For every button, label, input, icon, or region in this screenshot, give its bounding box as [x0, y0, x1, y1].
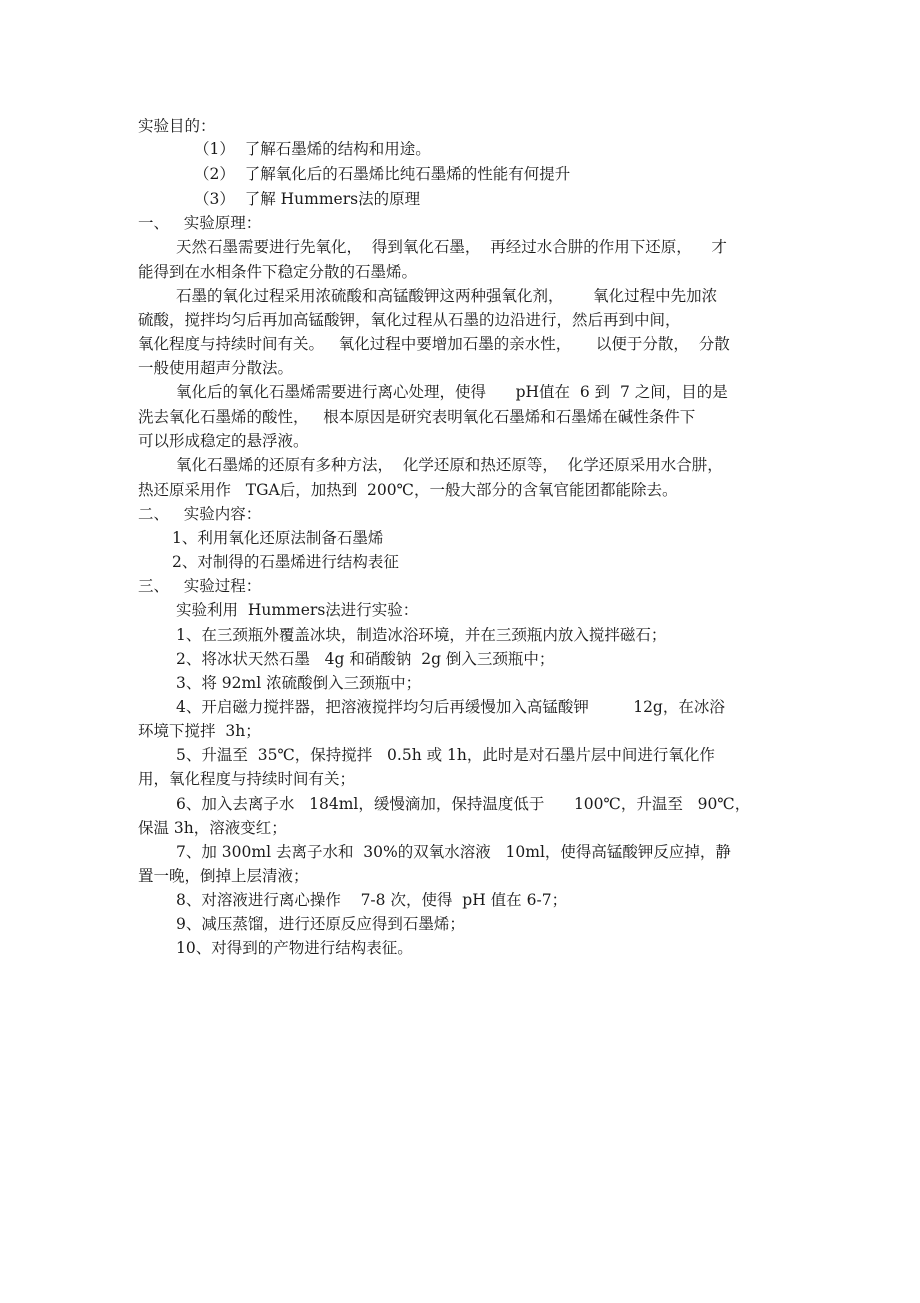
procedure-step: 9、减压蒸馏，进行还原反应得到石墨烯； — [176, 915, 465, 933]
procedure-step: 用，氧化程度与持续时间有关； — [138, 770, 356, 788]
paragraph-line: 洗去氧化石墨烯的酸性， 根本原因是研究表明氧化石墨烯和石墨烯在碱性条件下 — [138, 408, 696, 426]
procedure-step: 3、将 92ml 浓硫酸倒入三颈瓶中； — [176, 674, 422, 692]
paragraph-line: 硫酸，搅拌均匀后再加高锰酸钾，氧化过程从石墨的边沿进行，然后再到中间， — [138, 311, 681, 329]
heading-purpose: 实验目的： — [138, 117, 216, 135]
heading-procedure: 三、 实验过程： — [138, 577, 262, 595]
paragraph-line: 氧化后的氧化石墨烯需要进行离心处理，使得 pH值在 6 到 7 之间，目的是 — [176, 383, 728, 401]
content-item: 2、对制得的石墨烯进行结构表征 — [172, 553, 399, 571]
purpose-item: （3） 了解 Hummers法的原理 — [194, 190, 421, 208]
procedure-step: 5、升温至 35℃，保持搅拌 0.5h 或 1h，此时是对石墨片层中间进行氧化作 — [176, 746, 715, 764]
heading-principle: 一、 实验原理： — [138, 214, 262, 232]
paragraph-line: 能得到在水相条件下稳定分散的石墨烯。 — [138, 263, 418, 281]
heading-content: 二、 实验内容： — [138, 505, 262, 523]
procedure-step: 10、对得到的产物进行结构表征。 — [176, 939, 413, 957]
purpose-item: （1） 了解石墨烯的结构和用途。 — [194, 140, 431, 158]
paragraph-line: 一般使用超声分散法。 — [138, 359, 294, 377]
procedure-step: 4、开启磁力搅拌器，把溶液搅拌均匀后再缓慢加入高锰酸钾 12g，在冰浴 — [176, 698, 725, 716]
procedure-step: 2、将冰状天然石墨 4g 和硝酸钠 2g 倒入三颈瓶中； — [176, 650, 555, 668]
paragraph-line: 石墨的氧化过程采用浓硫酸和高锰酸钾这两种强氧化剂， 氧化过程中先加浓 — [176, 287, 718, 305]
paragraph-line: 天然石墨需要进行先氧化， 得到氧化石墨， 再经过水合肼的作用下还原， 才 — [176, 238, 727, 256]
procedure-step: 6、加入去离子水 184ml，缓慢滴加，保持温度低于 100℃，升温至 90℃， — [176, 795, 751, 813]
procedure-step: 环境下搅拌 3h； — [138, 722, 261, 740]
paragraph-line: 氧化程度与持续时间有关。 氧化过程中要增加石墨的亲水性， 以便于分散， 分散 — [138, 335, 730, 353]
procedure-step: 1、在三颈瓶外覆盖冰块，制造冰浴环境，并在三颈瓶内放入搅拌磁石； — [176, 626, 667, 644]
procedure-intro: 实验利用 Hummers法进行实验： — [176, 601, 419, 619]
paragraph-line: 热还原采用作 TGA后，加热到 200℃，一般大部分的含氧官能团都能除去。 — [138, 481, 678, 499]
paragraph-line: 可以形成稳定的悬浮液。 — [138, 432, 309, 450]
paragraph-line: 氧化石墨烯的还原有多种方法， 化学还原和热还原等， 化学还原采用水合肼， — [176, 456, 723, 474]
content-item: 1、利用氧化还原法制备石墨烯 — [172, 529, 384, 547]
procedure-step: 置一晚，倒掉上层清液； — [138, 867, 309, 885]
purpose-item: （2） 了解氧化后的石墨烯比纯石墨烯的性能有何提升 — [194, 165, 571, 183]
procedure-step: 7、加 300ml 去离子水和 30%的双氧水溶液 10ml，使得高锰酸钾反应掉，静 — [176, 843, 731, 861]
procedure-step: 8、对溶液进行离心操作 7-8 次，使得 pH 值在 6-7； — [176, 891, 568, 909]
procedure-step: 保温 3h，溶液变红； — [138, 819, 287, 837]
